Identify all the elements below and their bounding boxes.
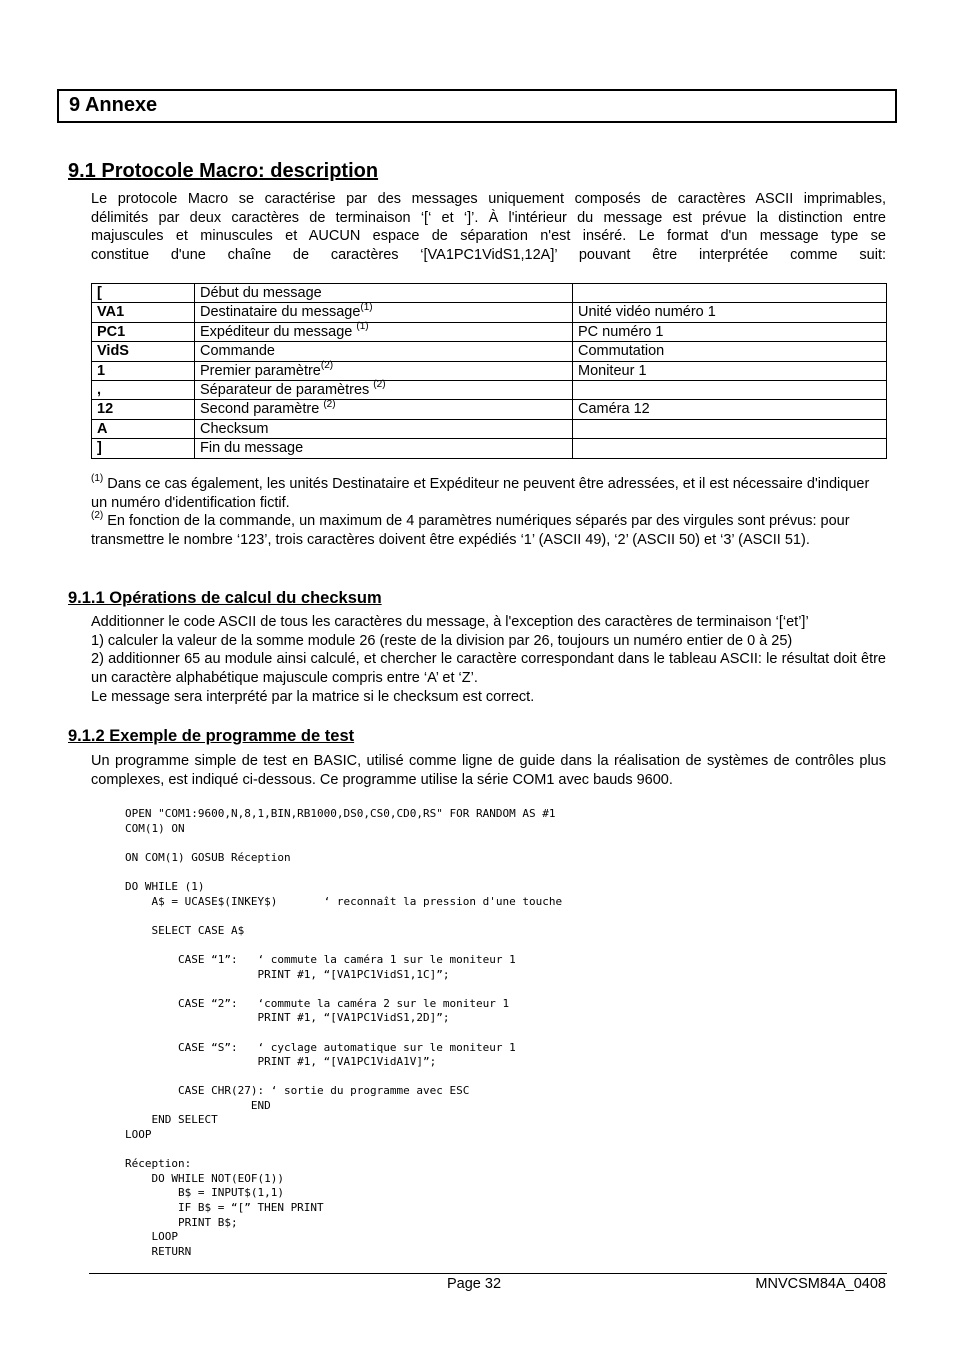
- note-mark: (1): [360, 301, 373, 313]
- example-cell: [573, 284, 887, 303]
- meaning-cell: [195, 303, 573, 322]
- example-cell: [573, 419, 887, 438]
- example-cell: Moniteur 1: [573, 361, 887, 380]
- note-mark: (1): [356, 320, 369, 332]
- meaning-cell: [195, 400, 573, 419]
- intro-line: majuscules et minuscules et AUCUN espace de séparation n'est inséré. Le format d'un message type se: [91, 228, 886, 245]
- meaning-text: Fin du message: [200, 440, 304, 457]
- basic-code-listing: OPEN "COM1:9600,N,8,1,BIN,RB1000,DS0,CS0,CD0,RS" FOR RANDOM AS #1 COM(1) ON ON COM(1) GOSUB Réception DO WHILE (1) A$ = UCASE$(INKEY$) ‘ reconnaît la pression d'une touche SELECT CASE A$ CASE “1”: ‘ commute la caméra 1 sur le moniteur 1 PRINT #1, “[VA1PC1VidS1,1C]”; CASE “2”: ‘commute la caméra 2 sur le moniteur 1 PRINT #1, “[VA1PC1VidS1,2D]”; CASE “S”: ‘ cyclage automatique sur le moniteur 1 PRINT #1, “[VA1PC1VidA1V]”; CASE CHR(27): ‘ sortie du programme avec ESC END END SELECT LOOP Réception: DO WHILE NOT(EOF(1)) B$ = INPUT$(1,1) IF B$ = “[” THEN PRINT PRINT B$; LOOP RETURN: [125, 807, 563, 1258]
- meaning-cell: [195, 322, 573, 341]
- meaning-text: Expéditeur du message: [200, 323, 357, 340]
- meaning-text: Séparateur de paramètres: [200, 381, 374, 398]
- code-cell: 12: [92, 400, 195, 419]
- code-cell: 1: [92, 361, 195, 380]
- table-row: [92, 400, 887, 419]
- table-row: [92, 419, 887, 438]
- example-paragraph: Un programme simple de test en BASIC, utilisé comme ligne de guide dans la réalisation de systèmes de contrôles plus complexes, est indiqué ci-dessous. Ce programme utilise la série COM1 avec bauds 9600.: [91, 753, 886, 788]
- footnote-2: [91, 512, 886, 549]
- example-cell: Commutation: [573, 342, 887, 361]
- footnote-mark: (1): [91, 473, 104, 485]
- code-cell: ]: [92, 439, 195, 458]
- code-cell: A: [92, 419, 195, 438]
- document-reference: MNVCSM84A_0408: [755, 1276, 886, 1292]
- meaning-cell: [195, 342, 573, 361]
- protocol-table: [91, 283, 887, 459]
- intro-line: Le protocole Macro se caractérise par des messages uniquement composés de caractères ASCII imprimables,: [91, 191, 886, 207]
- intro-paragraph: [91, 190, 886, 265]
- chapter-header-box: [57, 89, 897, 123]
- intro-line: constitue d'une chaîne de caractères ‘[VA1PC1VidS1,12A]’ pouvant être interprétée comme suit:: [91, 247, 886, 264]
- checksum-line: 2) additionner 65 au module ainsi calculé, et chercher le caractère correspondant dans le tableau ASCII: le résultat doit être un caractère alphabétique majuscule compris entre ‘A’ et ‘Z’.: [91, 651, 886, 687]
- example-cell: [573, 439, 887, 458]
- footer-divider: [89, 1273, 887, 1274]
- meaning-text: Commande: [200, 343, 275, 360]
- meaning-text: Début du message: [200, 285, 322, 301]
- section-title: 9.1 Protocole Macro: description: [68, 160, 379, 182]
- intro-line: délimités par deux caractères de terminaison ‘[‘ et ‘]’. À l'intérieur du message est prévue la distinction entre: [91, 209, 886, 226]
- code-cell: PC1: [92, 322, 195, 341]
- table-row: [92, 380, 887, 399]
- meaning-text: Premier paramètre: [200, 362, 321, 379]
- meaning-text: Destinataire du message: [200, 304, 361, 321]
- code-cell: VidS: [92, 342, 195, 361]
- checksum-line: 1) calculer la valeur de la somme module 26 (reste de la division par 26, toujours un numéro entier de 0 à 25): [91, 632, 793, 649]
- example-cell: PC numéro 1: [573, 322, 887, 341]
- table-row: [92, 342, 887, 361]
- note-mark: (2): [373, 379, 386, 391]
- table-row: [92, 284, 887, 303]
- example-cell: Unité vidéo numéro 1: [573, 303, 887, 322]
- note-mark: (2): [323, 398, 336, 410]
- footnote-mark: (2): [91, 510, 104, 522]
- example-cell: [573, 380, 887, 399]
- note-mark: (2): [320, 359, 334, 371]
- checksum-paragraph: [91, 613, 886, 707]
- checksum-line: Le message sera interprété par la matrice si le checksum est correct.: [91, 688, 535, 705]
- table-row: [92, 322, 887, 341]
- meaning-cell: [195, 284, 573, 303]
- footnote-1: [91, 475, 886, 512]
- table-row: [92, 439, 887, 458]
- meaning-text: Checksum: [200, 420, 269, 437]
- chapter-title: 9 Annexe: [69, 94, 158, 116]
- meaning-text: Second paramètre: [200, 401, 324, 418]
- footnote-text: Dans ce cas également, les unités Destinataire et Expéditeur ne peuvent être adressées, et il est nécessaire d'indiquer un numéro d'identification fictif.: [91, 476, 870, 511]
- example-cell: Caméra 12: [573, 400, 887, 419]
- table-row: [92, 361, 887, 380]
- code-cell: ,: [92, 380, 195, 399]
- checksum-line: Additionner le code ASCII de tous les caractères du message, à l'exception des caractères de terminaison ‘[‘et’]’: [91, 614, 809, 630]
- page-number: Page 32: [447, 1276, 502, 1292]
- meaning-cell: [195, 439, 573, 458]
- code-cell: [: [92, 284, 195, 303]
- table-row: [92, 303, 887, 322]
- meaning-cell: [195, 361, 573, 380]
- example-title: 9.1.2 Exemple de programme de test: [68, 727, 355, 745]
- footnote-text: En fonction de la commande, un maximum de 4 paramètres numériques séparés par des virgules sont prévus: pour transmettre le nombre ‘123’, trois caractères doivent être expédiés ‘1’ (ASCII 49), ‘2’ (ASCII 50) et ‘3’ (ASCII 51).: [91, 513, 850, 548]
- code-cell: VA1: [92, 303, 195, 322]
- meaning-cell: [195, 419, 573, 438]
- checksum-title: 9.1.1 Opérations de calcul du checksum: [68, 589, 382, 607]
- meaning-cell: [195, 380, 573, 399]
